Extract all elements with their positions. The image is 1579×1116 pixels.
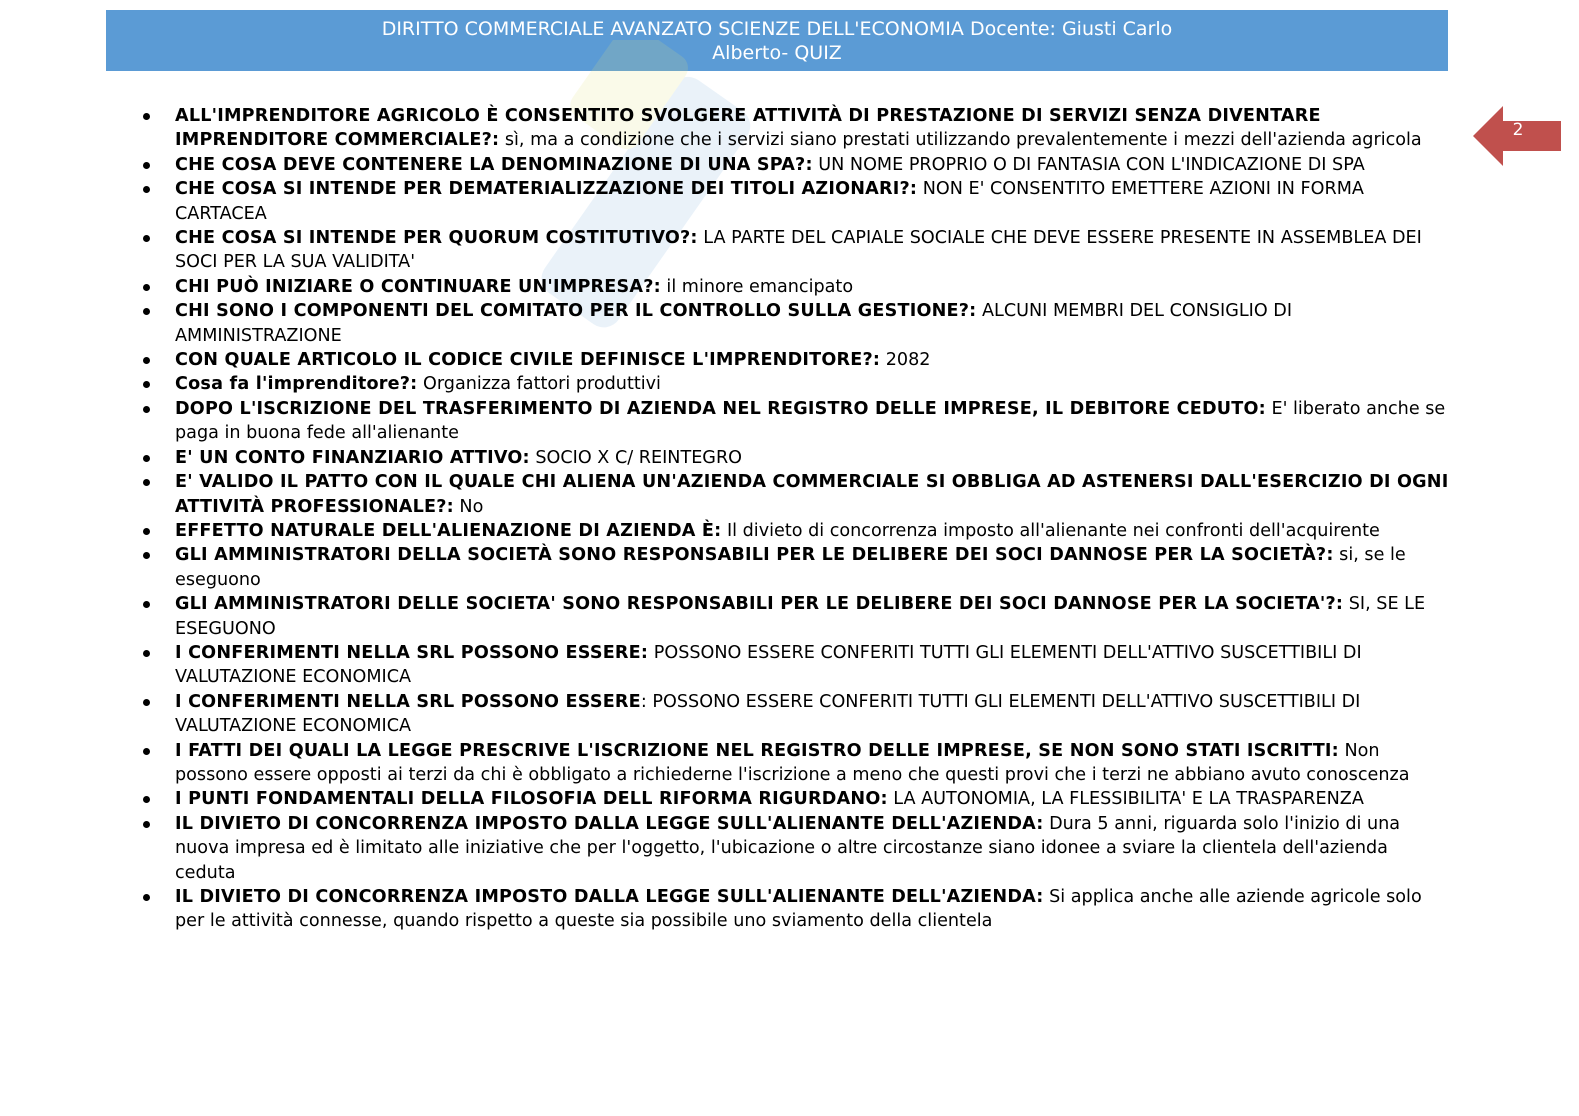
quiz-answer: UN NOME PROPRIO O DI FANTASIA CON L'INDICAZIONE DI SPA xyxy=(812,154,1365,175)
bullet-icon xyxy=(143,748,150,755)
bullet-icon xyxy=(143,381,150,388)
quiz-answer: ALCUNI MEMBRI DEL CONSIGLIO DI AMMINISTRAZIONE xyxy=(175,301,1293,346)
quiz-answer: LA PARTE DEL CAPIALE SOCIALE CHE DEVE ESSERE PRESENTE IN ASSEMBLEA DEI SOCI PER LA SUA VALIDITA' xyxy=(175,228,1422,273)
quiz-item xyxy=(175,446,1450,470)
quiz-question: CHE COSA SI INTENDE PER DEMATERIALIZZAZIONE DEI TITOLI AZIONARI?: xyxy=(175,179,918,200)
quiz-item xyxy=(175,153,1450,177)
bullet-icon xyxy=(143,699,150,706)
quiz-item xyxy=(175,372,1450,396)
quiz-question: I PUNTI FONDAMENTALI DELLA FILOSOFIA DELL RIFORMA RIGURDANO: xyxy=(175,789,888,810)
quiz-list xyxy=(175,104,1450,934)
bullet-icon xyxy=(143,186,150,193)
quiz-item xyxy=(175,812,1450,885)
bullet-icon xyxy=(143,821,150,828)
bullet-icon xyxy=(143,528,150,535)
quiz-answer: 2082 xyxy=(880,350,931,371)
quiz-question: I CONFERIMENTI NELLA SRL POSSONO ESSERE: xyxy=(175,642,649,663)
quiz-question: DOPO L'ISCRIZIONE DEL TRASFERIMENTO DI AZIENDA NEL REGISTRO DELLE IMPRESE, IL DEBITORE CEDUTO: xyxy=(175,398,1266,419)
bullet-icon xyxy=(143,650,150,657)
quiz-question: Cosa fa l'imprenditore?: xyxy=(175,374,418,395)
quiz-answer: SOCIO X C/ REINTEGRO xyxy=(529,447,743,468)
quiz-answer: NON E' CONSENTITO EMETTERE AZIONI IN FORMA CARTACEA xyxy=(175,179,1364,224)
quiz-question: ALL'IMPRENDITORE AGRICOLO È CONSENTITO SVOLGERE ATTIVITÀ DI PRESTAZIONE DI SERVIZI SENZA DIVENTARE IMPRENDITORE COMMERCIALE?: xyxy=(175,106,1321,151)
quiz-item xyxy=(175,543,1450,592)
quiz-answer: SI, SE LE ESEGUONO xyxy=(175,594,1426,639)
quiz-question: CHI PUÒ INIZIARE O CONTINUARE UN'IMPRESA?: xyxy=(175,276,661,297)
bullet-icon xyxy=(143,796,150,803)
bullet-icon xyxy=(143,235,150,242)
header-title-line-1: DIRITTO COMMERCIALE AVANZATO SCIENZE DELL'ECONOMIA Docente: Giusti Carlo xyxy=(381,17,1173,40)
quiz-item xyxy=(175,177,1450,226)
bullet-icon xyxy=(143,455,150,462)
page-number: 2 xyxy=(1512,120,1524,140)
quiz-item xyxy=(175,592,1450,641)
bullet-icon xyxy=(143,162,150,169)
bullet-icon xyxy=(143,406,150,413)
quiz-item xyxy=(175,690,1450,739)
quiz-question: CHE COSA SI INTENDE PER QUORUM COSTITUTIVO?: xyxy=(175,228,698,249)
quiz-item xyxy=(175,397,1450,446)
quiz-answer: Si applica anche alle aziende agricole solo per le attività connesse, quando rispetto a queste sia possibile uno sviamento della clientela xyxy=(175,887,1422,932)
quiz-answer: Organizza fattori produttivi xyxy=(417,374,661,395)
quiz-question: CHE COSA DEVE CONTENERE LA DENOMINAZIONE DI UNA SPA?: xyxy=(175,154,813,175)
header-title-line-2: Alberto- QUIZ xyxy=(712,41,842,64)
quiz-answer: Il divieto di concorrenza imposto all'alienante nei confronti dell'acquirente xyxy=(721,520,1380,541)
bullet-icon xyxy=(143,357,150,364)
quiz-answer: E' liberato anche se paga in buona fede all'alienante xyxy=(175,398,1446,444)
quiz-question: E' VALIDO IL PATTO CON IL QUALE CHI ALIENA UN'AZIENDA COMMERCIALE SI OBBLIGA AD ASTENERSI DALL'ESERCIZIO DI OGNI ATTIVITÀ PROFESSIONALE?: xyxy=(175,472,1449,517)
quiz-question: I FATTI DEI QUALI LA LEGGE PRESCRIVE L'ISCRIZIONE NEL REGISTRO DELLE IMPRESE, SE NON SONO STATI ISCRITTI: xyxy=(175,740,1339,761)
quiz-answer: Dura 5 anni, riguarda solo l'inizio di una nuova impresa ed è limitato alle iniziative che per l'oggetto, l'ubicazione o altre circostanze siano idonee a sviare la clientela dell'azienda ceduta xyxy=(175,813,1401,883)
quiz-question: GLI AMMINISTRATORI DELLA SOCIETÀ SONO RESPONSABILI PER LE DELIBERE DEI SOCI DANNOSE PER LA SOCIETÀ?: xyxy=(175,545,1334,566)
quiz-question: CON QUALE ARTICOLO IL CODICE CIVILE DEFINISCE L'IMPRENDITORE?: xyxy=(175,350,881,371)
quiz-item xyxy=(175,519,1450,543)
quiz-question: E' UN CONTO FINANZIARIO ATTIVO: xyxy=(175,447,530,468)
bullet-icon xyxy=(143,894,150,901)
quiz-item xyxy=(175,787,1450,811)
bullet-icon xyxy=(143,284,150,291)
quiz-item xyxy=(175,348,1450,372)
quiz-item xyxy=(175,641,1450,690)
quiz-answer: POSSONO ESSERE CONFERITI TUTTI GLI ELEMENTI DELL'ATTIVO SUSCETTIBILI DI VALUTAZIONE ECONOMICA xyxy=(175,642,1362,688)
quiz-item xyxy=(175,739,1450,788)
quiz-answer: il minore emancipato xyxy=(660,276,854,297)
quiz-answer: sì, ma a condizione che i servizi siano prestati utilizzando prevalentemente i mezzi dell'azienda agricola xyxy=(499,130,1422,151)
quiz-answer: No xyxy=(453,496,484,517)
quiz-answer: Non possono essere opposti ai terzi da chi è obbligato a richiederne l'iscrizione a meno che questi provi che i terzi ne abbiano avuto conoscenza xyxy=(175,740,1410,785)
quiz-answer: LA AUTONOMIA, LA FLESSIBILITA' E LA TRASPARENZA xyxy=(887,789,1364,810)
quiz-question: GLI AMMINISTRATORI DELLE SOCIETA' SONO RESPONSABILI PER LE DELIBERE DEI SOCI DANNOSE PER LA SOCIETA'?: xyxy=(175,594,1344,615)
quiz-question: IL DIVIETO DI CONCORRENZA IMPOSTO DALLA LEGGE SULL'ALIENANTE DELL'AZIENDA: xyxy=(175,887,1044,907)
quiz-question: CHI SONO I COMPONENTI DEL COMITATO PER IL CONTROLLO SULLA GESTIONE?: xyxy=(175,301,977,322)
bullet-icon xyxy=(143,308,150,315)
quiz-item xyxy=(175,299,1450,348)
bullet-icon xyxy=(143,113,150,120)
bullet-icon xyxy=(143,552,150,559)
quiz-item xyxy=(175,104,1450,153)
bullet-icon xyxy=(143,479,150,486)
quiz-question: EFFETTO NATURALE DELL'ALIENAZIONE DI AZIENDA È: xyxy=(175,520,722,541)
quiz-item xyxy=(175,470,1450,519)
quiz-answer: si, se le eseguono xyxy=(175,545,1406,590)
bullet-icon xyxy=(143,601,150,608)
quiz-item xyxy=(175,275,1450,299)
quiz-item xyxy=(175,226,1450,275)
quiz-answer: : POSSONO ESSERE CONFERITI TUTTI GLI ELEMENTI DELL'ATTIVO SUSCETTIBILI DI VALUTAZIONE ECONOMICA xyxy=(175,691,1361,737)
quiz-item xyxy=(175,885,1450,934)
quiz-question: I CONFERIMENTI NELLA SRL POSSONO ESSERE xyxy=(175,691,641,712)
quiz-question: IL DIVIETO DI CONCORRENZA IMPOSTO DALLA LEGGE SULL'ALIENANTE DELL'AZIENDA: xyxy=(175,813,1044,834)
